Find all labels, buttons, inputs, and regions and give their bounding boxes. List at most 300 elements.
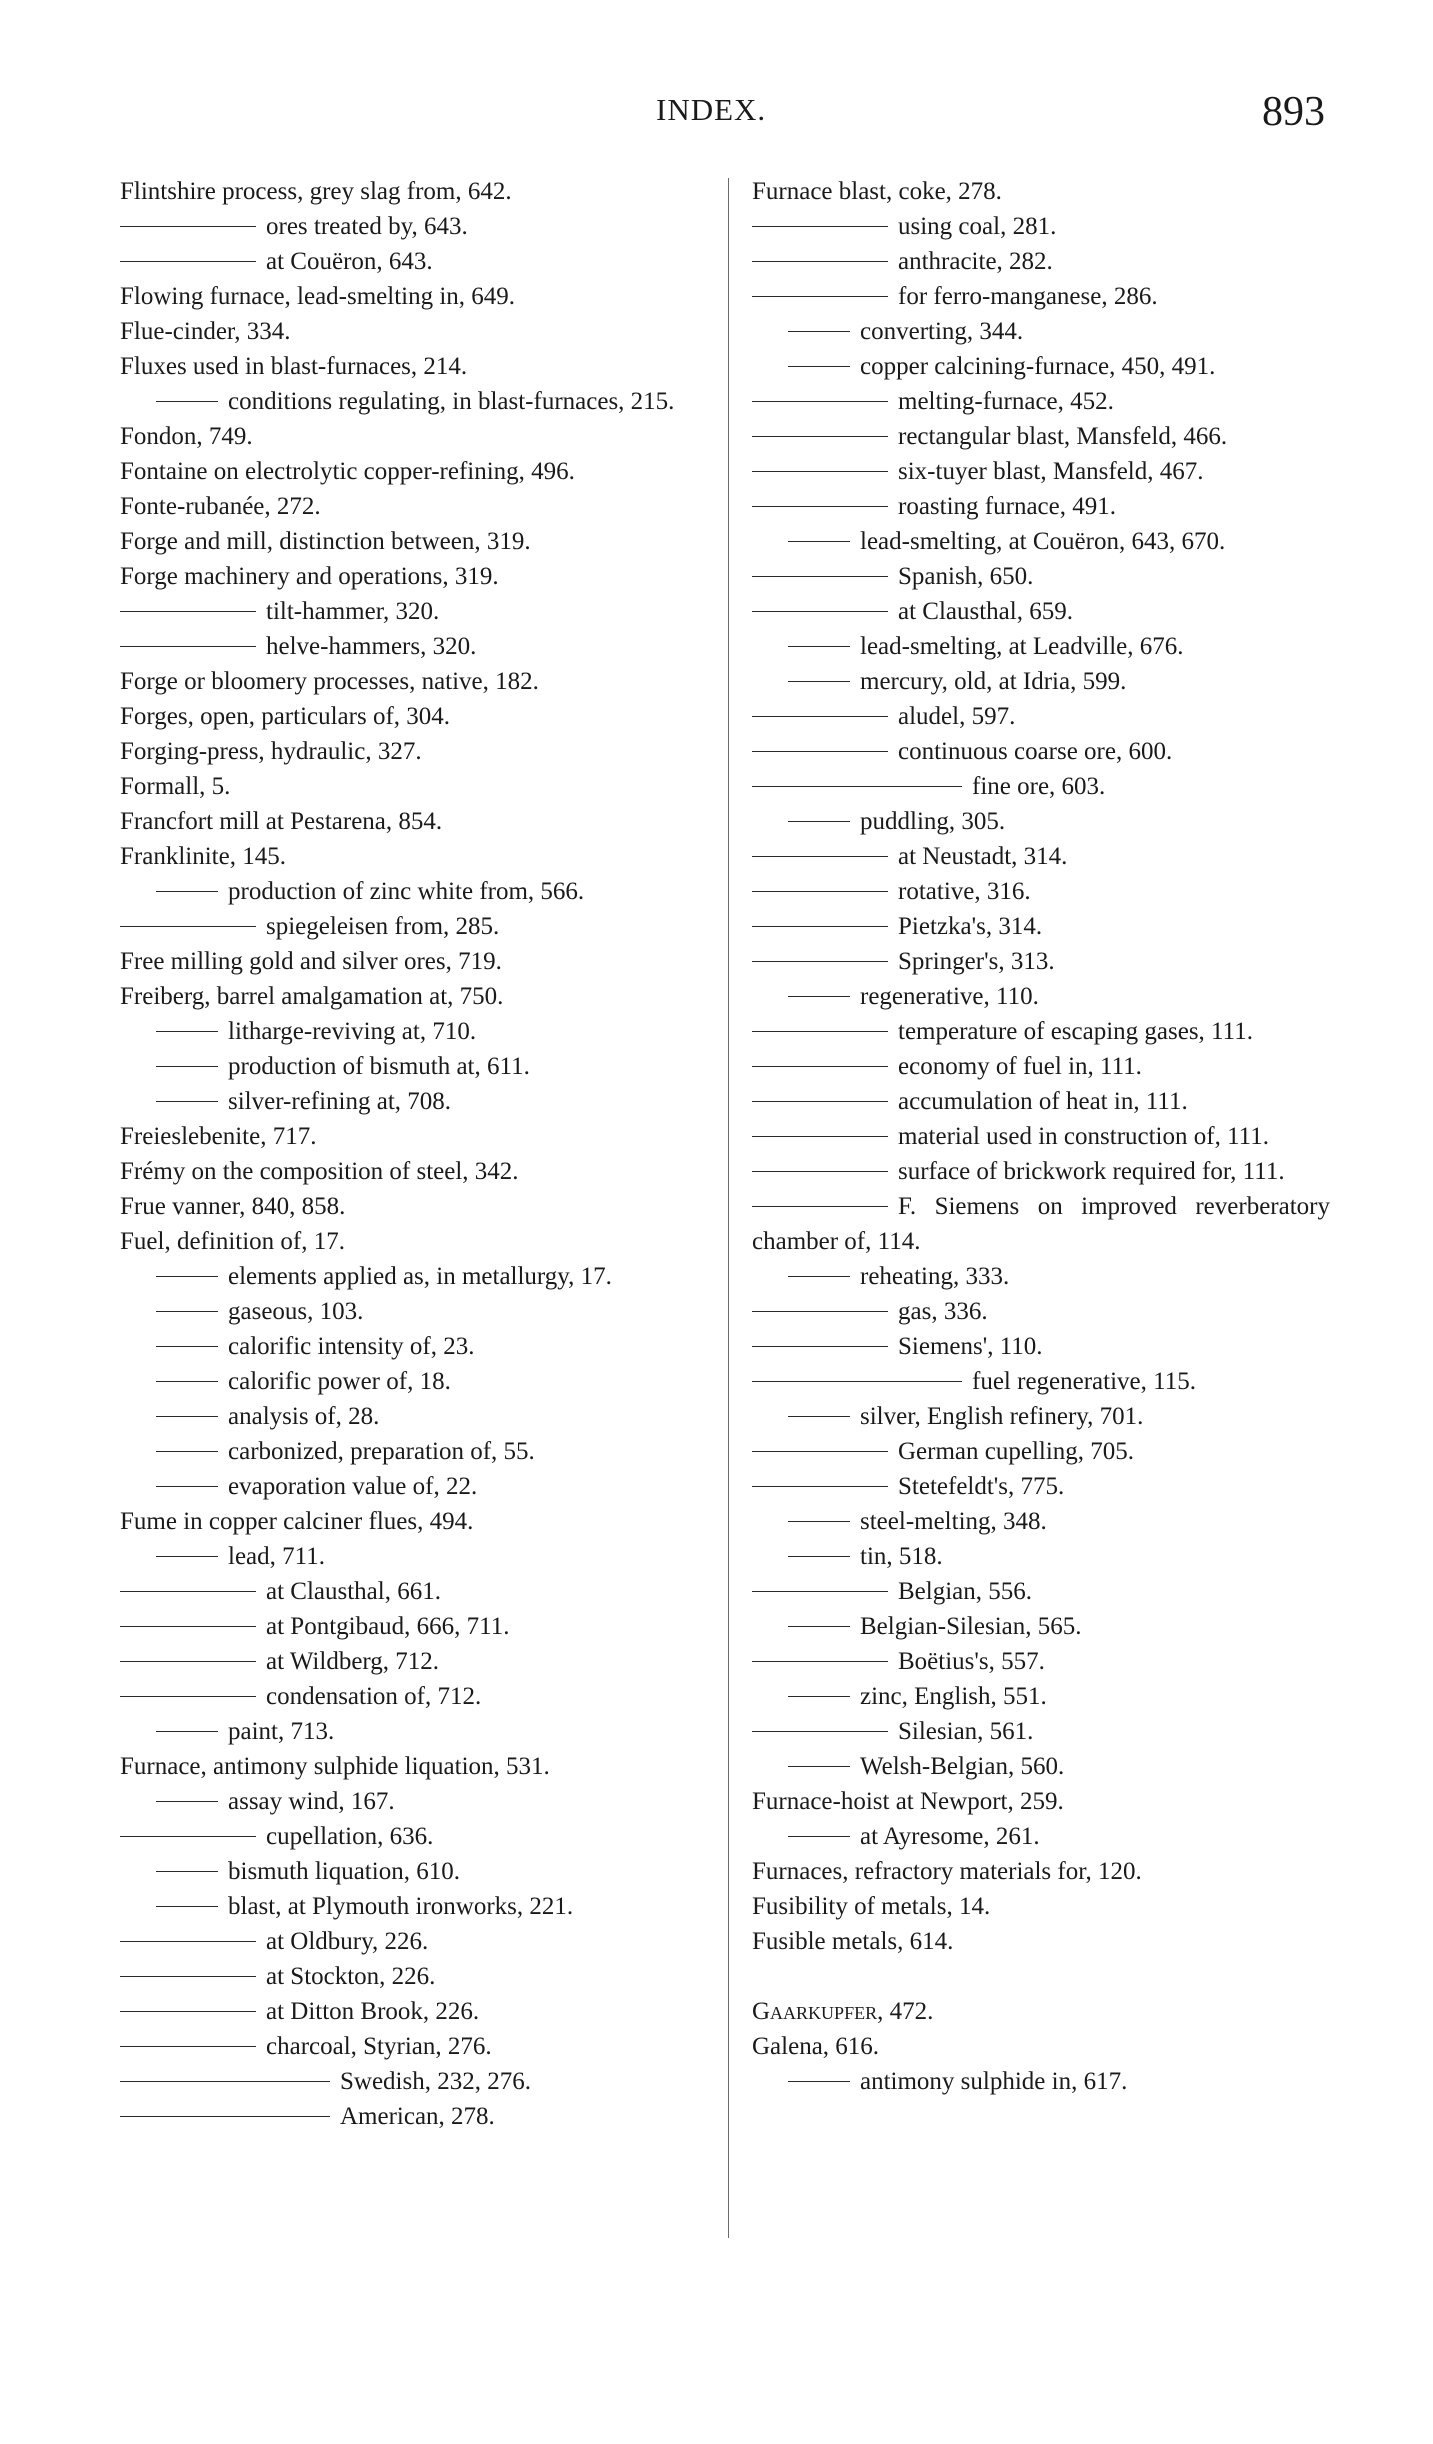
index-entry-text: at Neustadt, 314. — [898, 843, 1068, 870]
index-entry-text: bismuth liquation, 610. — [228, 1858, 460, 1885]
index-entry — [752, 2029, 1330, 2064]
index-entry-text: lead-smelting, at Couëron, 643, 670. — [860, 528, 1226, 555]
index-entry — [752, 699, 1330, 734]
index-entry — [120, 1049, 705, 1084]
index-entry — [120, 1189, 705, 1224]
index-entry — [752, 1399, 1330, 1434]
index-entry-text: Fusibility of metals, 14. — [752, 1893, 991, 1920]
index-entry-text: Fluxes used in blast-furnaces, 214. — [120, 353, 468, 380]
index-entry — [752, 174, 1330, 209]
index-entry-text: at Ditton Brook, 226. — [266, 1998, 480, 2025]
ditto-dash — [788, 1626, 850, 1627]
ditto-dash — [752, 296, 888, 297]
ditto-dash — [156, 1486, 218, 1487]
index-entry-text: cupellation, 636. — [266, 1823, 434, 1850]
index-entry-text: Forging-press, hydraulic, 327. — [120, 738, 422, 765]
ditto-dash — [156, 1031, 218, 1032]
ditto-dash — [752, 1486, 888, 1487]
index-entry-text: accumulation of heat in, 111. — [898, 1088, 1188, 1115]
index-entry — [752, 244, 1330, 279]
index-entry-text: Belgian, 556. — [898, 1578, 1033, 1605]
index-entry — [120, 454, 705, 489]
ditto-dash — [120, 2081, 330, 2082]
ditto-dash — [788, 646, 850, 647]
index-entry-text: Fonte-rubanée, 272. — [120, 493, 321, 520]
ditto-dash — [120, 1696, 256, 1697]
index-entry — [752, 1084, 1330, 1119]
ditto-dash — [120, 261, 256, 262]
index-entry-text: Fuel, definition of, 17. — [120, 1228, 345, 1255]
ditto-dash — [752, 1136, 888, 1137]
index-entry-text: Spanish, 650. — [898, 563, 1034, 590]
index-entry — [120, 2064, 705, 2099]
index-entry-text: Pietzka's, 314. — [898, 913, 1043, 940]
index-entry — [120, 1399, 705, 1434]
ditto-dash — [120, 1941, 256, 1942]
index-entry-text: litharge-reviving at, 710. — [228, 1018, 477, 1045]
index-entry-text: Gaarkupfer, 472. — [752, 1998, 934, 2025]
index-entry — [120, 594, 705, 629]
index-entry-text: Springer's, 313. — [898, 948, 1055, 975]
index-entry-text: blast, at Plymouth ironworks, 221. — [228, 1893, 574, 1920]
ditto-dash — [788, 331, 850, 332]
index-entry-text: Fondon, 749. — [120, 423, 253, 450]
index-entry — [120, 1749, 705, 1784]
index-entry-text: antimony sulphide in, 617. — [860, 2068, 1128, 2095]
index-entry — [120, 1084, 705, 1119]
index-entry-text: F. Siemens on improved reverberatory chamber of, 114. — [752, 1193, 1330, 1255]
index-entry — [120, 769, 705, 804]
index-entry-text: tin, 518. — [860, 1543, 943, 1570]
ditto-dash — [120, 1836, 256, 1837]
index-entry — [752, 1889, 1330, 1924]
ditto-dash — [156, 1066, 218, 1067]
index-entry — [752, 314, 1330, 349]
index-entry-text: rotative, 316. — [898, 878, 1031, 905]
ditto-dash — [120, 926, 256, 927]
index-entry — [752, 1049, 1330, 1084]
index-entry-text: fuel regenerative, 115. — [972, 1368, 1196, 1395]
index-entry-text: at Stockton, 226. — [266, 1963, 436, 1990]
ditto-dash — [752, 261, 888, 262]
ditto-dash — [788, 2081, 850, 2082]
index-entry — [120, 314, 705, 349]
index-entry — [752, 1749, 1330, 1784]
index-entry-text: Forge and mill, distinction between, 319. — [120, 528, 531, 555]
ditto-dash — [752, 1066, 888, 1067]
index-entry — [752, 279, 1330, 314]
index-entry — [120, 1924, 705, 1959]
index-entry-text: condensation of, 712. — [266, 1683, 482, 1710]
ditto-dash — [788, 366, 850, 367]
ditto-dash — [788, 1556, 850, 1557]
ditto-dash — [752, 926, 888, 927]
index-entry — [752, 1014, 1330, 1049]
index-entry — [752, 1154, 1330, 1189]
ditto-dash — [156, 401, 218, 402]
index-entry-text: Free milling gold and silver ores, 719. — [120, 948, 502, 975]
ditto-dash — [156, 1346, 218, 1347]
index-entry — [120, 909, 705, 944]
index-entry-text: temperature of escaping gases, 111. — [898, 1018, 1253, 1045]
ditto-dash — [788, 1836, 850, 1837]
index-entry-text: helve-hammers, 320. — [266, 633, 477, 660]
index-entry — [752, 1679, 1330, 1714]
ditto-dash — [120, 1661, 256, 1662]
index-entry — [120, 1119, 705, 1154]
index-entry — [752, 1189, 1330, 1259]
ditto-dash — [788, 1696, 850, 1697]
ditto-dash — [156, 1731, 218, 1732]
index-entry — [752, 349, 1330, 384]
index-entry-text: converting, 344. — [860, 318, 1024, 345]
ditto-dash — [156, 1556, 218, 1557]
index-entry — [120, 1434, 705, 1469]
index-entry — [752, 1924, 1330, 1959]
ditto-dash — [788, 1416, 850, 1417]
index-entry-text: at Ayresome, 261. — [860, 1823, 1040, 1850]
index-entry-text: six-tuyer blast, Mansfeld, 467. — [898, 458, 1204, 485]
ditto-dash — [156, 1311, 218, 1312]
ditto-dash — [752, 1171, 888, 1172]
column-divider — [728, 178, 729, 2238]
index-column-right — [752, 174, 1330, 2099]
index-entry — [120, 629, 705, 664]
ditto-dash — [120, 646, 256, 647]
page-number: 893 — [1262, 89, 1325, 135]
index-entry — [120, 664, 705, 699]
ditto-dash — [788, 1276, 850, 1277]
index-entry-text: Flintshire process, grey slag from, 642. — [120, 178, 512, 205]
index-entry-text: Franklinite, 145. — [120, 843, 286, 870]
ditto-dash — [788, 1766, 850, 1767]
index-entry — [120, 1889, 705, 1924]
index-entry-text: Siemens', 110. — [898, 1333, 1043, 1360]
index-entry — [120, 734, 705, 769]
ditto-dash — [752, 1346, 888, 1347]
index-entry — [120, 489, 705, 524]
index-entry-text: using coal, 281. — [898, 213, 1057, 240]
index-entry-text: elements applied as, in metallurgy, 17. — [228, 1263, 612, 1290]
index-entry-text: ores treated by, 643. — [266, 213, 468, 240]
index-entry — [752, 629, 1330, 664]
ditto-dash — [788, 996, 850, 997]
ditto-dash — [752, 1591, 888, 1592]
index-entry — [752, 664, 1330, 699]
index-entry — [752, 1854, 1330, 1889]
index-entry-text: gas, 336. — [898, 1298, 988, 1325]
index-entry — [120, 1504, 705, 1539]
index-entry-text: reheating, 333. — [860, 1263, 1010, 1290]
index-entry-text: at Clausthal, 659. — [898, 598, 1073, 625]
index-entry — [752, 1539, 1330, 1574]
index-entry — [120, 804, 705, 839]
ditto-dash — [120, 2116, 330, 2117]
ditto-dash — [752, 401, 888, 402]
index-entry — [752, 1294, 1330, 1329]
index-entry — [752, 1119, 1330, 1154]
ditto-dash — [120, 1976, 256, 1977]
index-entry — [120, 1364, 705, 1399]
ditto-dash — [752, 1031, 888, 1032]
index-entry-text: Stetefeldt's, 775. — [898, 1473, 1065, 1500]
index-entry-text: charcoal, Styrian, 276. — [266, 2033, 492, 2060]
index-entry — [120, 1259, 705, 1294]
index-entry-text: Forge machinery and operations, 319. — [120, 563, 499, 590]
ditto-dash — [752, 576, 888, 577]
index-entry-text: Freiberg, barrel amalgamation at, 750. — [120, 983, 504, 1010]
index-entry — [120, 2099, 705, 2134]
index-entry — [120, 944, 705, 979]
index-entry — [120, 1014, 705, 1049]
index-entry — [752, 1784, 1330, 1819]
index-entry — [120, 1994, 705, 2029]
index-entry-text: paint, 713. — [228, 1718, 335, 1745]
ditto-dash — [156, 1451, 218, 1452]
entry-spacer — [752, 1959, 1330, 1994]
index-entry-text: Furnace, antimony sulphide liquation, 531. — [120, 1753, 550, 1780]
index-entry — [120, 349, 705, 384]
index-entry — [752, 1469, 1330, 1504]
index-entry — [120, 1679, 705, 1714]
index-entry-text: economy of fuel in, 111. — [898, 1053, 1142, 1080]
index-entry — [752, 769, 1330, 804]
index-entry — [752, 209, 1330, 244]
ditto-dash — [156, 1871, 218, 1872]
index-entry — [752, 1994, 1330, 2029]
index-entry — [752, 1574, 1330, 1609]
ditto-dash — [156, 1276, 218, 1277]
index-entry-text: Frue vanner, 840, 858. — [120, 1193, 346, 1220]
index-entry-text: at Pontgibaud, 666, 711. — [266, 1613, 510, 1640]
index-entry — [752, 1504, 1330, 1539]
index-entry-text: Frémy on the composition of steel, 342. — [120, 1158, 519, 1185]
index-entry — [752, 1364, 1330, 1399]
index-entry-text: assay wind, 167. — [228, 1788, 395, 1815]
index-entry-text: at Oldbury, 226. — [266, 1928, 429, 1955]
index-entry — [120, 699, 705, 734]
index-entry — [120, 559, 705, 594]
ditto-dash — [156, 1101, 218, 1102]
ditto-dash — [752, 1731, 888, 1732]
ditto-dash — [752, 786, 962, 787]
index-entry — [120, 1294, 705, 1329]
index-entry — [120, 524, 705, 559]
index-entry — [120, 279, 705, 314]
index-entry — [752, 384, 1330, 419]
index-entry-text: production of bismuth at, 611. — [228, 1053, 530, 1080]
index-entry-text: fine ore, 603. — [972, 773, 1106, 800]
index-entry — [752, 2064, 1330, 2099]
index-entry-text: melting-furnace, 452. — [898, 388, 1114, 415]
index-entry — [752, 909, 1330, 944]
index-entry-text: Francfort mill at Pestarena, 854. — [120, 808, 443, 835]
index-entry — [120, 1224, 705, 1259]
ditto-dash — [120, 226, 256, 227]
index-entry — [752, 1434, 1330, 1469]
index-entry — [752, 454, 1330, 489]
index-entry-text: anthracite, 282. — [898, 248, 1053, 275]
ditto-dash — [788, 681, 850, 682]
ditto-dash — [752, 1451, 888, 1452]
index-entry — [120, 1574, 705, 1609]
ditto-dash — [156, 1416, 218, 1417]
index-entry-text: lead-smelting, at Leadville, 676. — [860, 633, 1184, 660]
ditto-dash — [120, 2046, 256, 2047]
index-entry — [120, 1854, 705, 1889]
index-entry-text: Furnace blast, coke, 278. — [752, 178, 1002, 205]
index-entry — [120, 1819, 705, 1854]
ditto-dash — [120, 2011, 256, 2012]
index-entry-text: carbonized, preparation of, 55. — [228, 1438, 535, 1465]
index-entry — [752, 979, 1330, 1014]
index-entry — [752, 524, 1330, 559]
index-entry-text: production of zinc white from, 566. — [228, 878, 585, 905]
index-entry-text: German cupelling, 705. — [898, 1438, 1135, 1465]
index-entry-text: conditions regulating, in blast-furnaces, 215. — [228, 388, 675, 415]
ditto-dash — [120, 1591, 256, 1592]
index-entry — [120, 1469, 705, 1504]
index-entry-text: regenerative, 110. — [860, 983, 1039, 1010]
index-entry — [120, 1539, 705, 1574]
index-entry-text: Boëtius's, 557. — [898, 1648, 1045, 1675]
index-entry-text: American, 278. — [340, 2103, 495, 2130]
index-entry-text: Fusible metals, 614. — [752, 1928, 954, 1955]
index-entry-text: copper calcining-furnace, 450, 491. — [860, 353, 1216, 380]
index-entry — [120, 1959, 705, 1994]
ditto-dash — [120, 1626, 256, 1627]
index-entry-text: mercury, old, at Idria, 599. — [860, 668, 1127, 695]
index-entry — [120, 419, 705, 454]
index-entry — [120, 244, 705, 279]
index-entry — [120, 2029, 705, 2064]
index-entry-text: rectangular blast, Mansfeld, 466. — [898, 423, 1228, 450]
index-entry — [752, 734, 1330, 769]
ditto-dash — [752, 506, 888, 507]
ditto-dash — [120, 611, 256, 612]
index-entry — [752, 1714, 1330, 1749]
page-header — [0, 89, 1433, 152]
ditto-dash — [752, 751, 888, 752]
ditto-dash — [752, 226, 888, 227]
index-entry — [120, 979, 705, 1014]
index-entry-text: Fontaine on electrolytic copper-refining, 496. — [120, 458, 575, 485]
index-entry — [120, 839, 705, 874]
index-entry-text: Forges, open, particulars of, 304. — [120, 703, 451, 730]
index-entry — [752, 559, 1330, 594]
index-entry-text: roasting furnace, 491. — [898, 493, 1116, 520]
index-entry-text: at Couëron, 643. — [266, 248, 433, 275]
index-column-left — [120, 174, 705, 2134]
ditto-dash — [788, 821, 850, 822]
index-entry — [752, 874, 1330, 909]
index-entry-text: Belgian-Silesian, 565. — [860, 1613, 1082, 1640]
index-entry — [752, 1329, 1330, 1364]
index-entry-text: gaseous, 103. — [228, 1298, 364, 1325]
ditto-dash — [752, 1661, 888, 1662]
index-entry-text: at Clausthal, 661. — [266, 1578, 441, 1605]
index-entry-text: for ferro-manganese, 286. — [898, 283, 1158, 310]
page-title: INDEX. — [656, 92, 767, 127]
index-entry-text: Formall, 5. — [120, 773, 231, 800]
index-entry-text: Galena, 616. — [752, 2033, 880, 2060]
index-entry — [120, 1784, 705, 1819]
index-entry-text: Furnace-hoist at Newport, 259. — [752, 1788, 1064, 1815]
index-entry-text: silver-refining at, 708. — [228, 1088, 452, 1115]
ditto-dash — [156, 891, 218, 892]
index-entry-text: steel-melting, 348. — [860, 1508, 1047, 1535]
ditto-dash — [156, 1801, 218, 1802]
index-entry-text: puddling, 305. — [860, 808, 1006, 835]
index-entry-text: surface of brickwork required for, 111. — [898, 1158, 1285, 1185]
ditto-dash — [752, 891, 888, 892]
index-entry-text: Forge or bloomery processes, native, 182. — [120, 668, 539, 695]
index-entry — [120, 209, 705, 244]
ditto-dash — [752, 961, 888, 962]
index-entry-text: analysis of, 28. — [228, 1403, 380, 1430]
index-entry-text: silver, English refinery, 701. — [860, 1403, 1144, 1430]
index-entry — [752, 1609, 1330, 1644]
ditto-dash — [752, 1101, 888, 1102]
ditto-dash — [156, 1906, 218, 1907]
index-entry-text: zinc, English, 551. — [860, 1683, 1047, 1710]
index-entry-text: aludel, 597. — [898, 703, 1016, 730]
index-entry — [120, 1154, 705, 1189]
index-entry-text: calorific power of, 18. — [228, 1368, 451, 1395]
ditto-dash — [788, 541, 850, 542]
index-entry-text: material used in construction of, 111. — [898, 1123, 1269, 1150]
ditto-dash — [752, 1381, 962, 1382]
index-entry — [120, 1329, 705, 1364]
index-entry — [752, 489, 1330, 524]
index-entry-text: lead, 711. — [228, 1543, 325, 1570]
ditto-dash — [752, 611, 888, 612]
ditto-dash — [752, 471, 888, 472]
index-entry — [752, 1644, 1330, 1679]
index-entry — [120, 174, 705, 209]
index-entry-text: Furnaces, refractory materials for, 120. — [752, 1858, 1142, 1885]
index-entry-text: Freieslebenite, 717. — [120, 1123, 317, 1150]
index-entry-text: Welsh-Belgian, 560. — [860, 1753, 1065, 1780]
ditto-dash — [752, 436, 888, 437]
index-entry — [120, 1714, 705, 1749]
ditto-dash — [752, 1311, 888, 1312]
index-entry-text: Swedish, 232, 276. — [340, 2068, 531, 2095]
index-entry — [752, 944, 1330, 979]
index-entry-text: tilt-hammer, 320. — [266, 598, 440, 625]
index-entry-text: evaporation value of, 22. — [228, 1473, 478, 1500]
index-entry — [120, 1644, 705, 1679]
index-entry-text: Silesian, 561. — [898, 1718, 1034, 1745]
index-entry-text: Flowing furnace, lead-smelting in, 649. — [120, 283, 516, 310]
index-entry — [752, 1259, 1330, 1294]
ditto-dash — [752, 716, 888, 717]
index-entry-text: continuous coarse ore, 600. — [898, 738, 1173, 765]
index-entry — [752, 1819, 1330, 1854]
index-entry-text: calorific intensity of, 23. — [228, 1333, 475, 1360]
index-entry — [752, 839, 1330, 874]
index-entry — [752, 804, 1330, 839]
ditto-dash — [788, 1521, 850, 1522]
index-entry-text: Fume in copper calciner flues, 494. — [120, 1508, 474, 1535]
index-entry — [120, 384, 705, 419]
index-entry-text: at Wildberg, 712. — [266, 1648, 440, 1675]
index-entry — [752, 594, 1330, 629]
index-entry — [752, 419, 1330, 454]
ditto-dash — [752, 1206, 888, 1207]
ditto-dash — [156, 1381, 218, 1382]
index-entry — [120, 874, 705, 909]
